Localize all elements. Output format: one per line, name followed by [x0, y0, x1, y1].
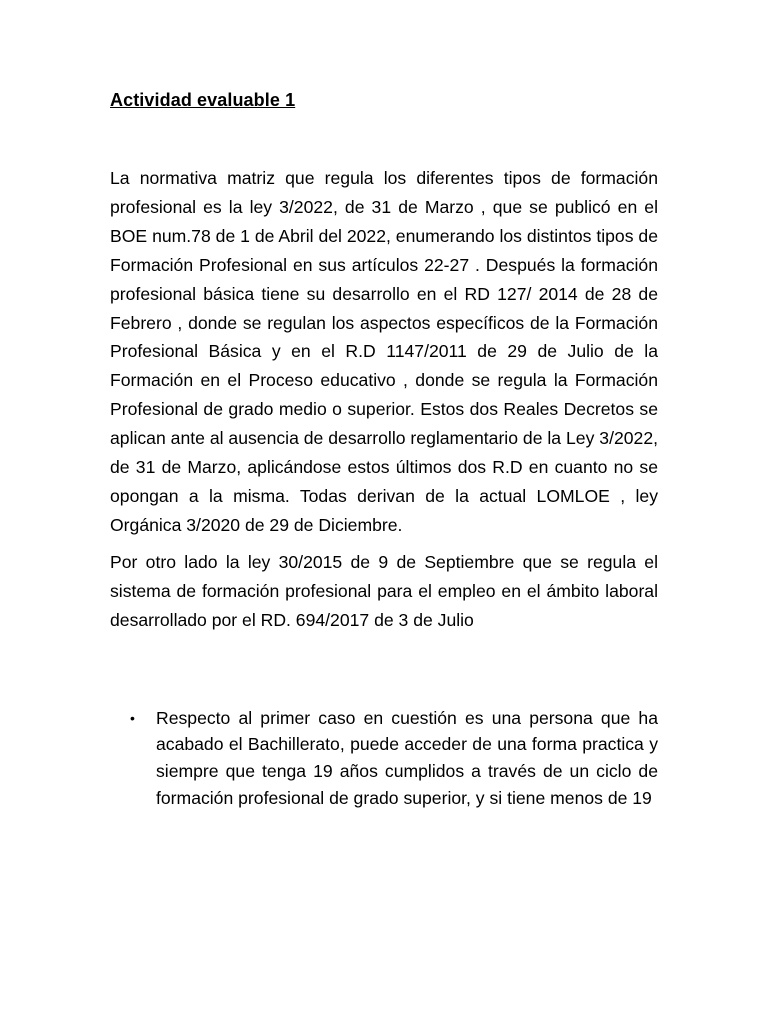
document-page — [110, 86, 658, 811]
document-title: Actividad evaluable 1 — [110, 90, 296, 110]
bullet-icon: • — [130, 709, 135, 726]
paragraph-normativa: La normativa matriz que regula los diferentes tipos de formación profesional es la ley 3/2022, de 31 de Marzo , que se publicó en el BOE num.78 de 1 de Abril del 2022, enumerando los distintos tipos de Formación Profesional en sus artículos 22-27 . Después la formación profesional básica tiene su desarrollo en el RD 127/ 2014 de 28 de Febrero , donde se regulan los aspectos específicos de la Formación Profesional Básica y en el R.D 1147/2011 de 29 de Julio de la Formación en el Proceso educativo , donde se regula la Formación Profesional de grado medio o superior. Estos dos Reales Decretos se aplican ante al ausencia de desarrollo reglamentario de la Ley 3/2022, de 31 de Marzo, aplicándose estos últimos dos R.D en cuanto no se opongan a la misma. Todas derivan de la actual LOMLOE , ley Orgánica 3/2020 de 29 de Diciembre. — [110, 168, 658, 535]
bullet-list — [110, 705, 658, 812]
list-item-text: Respecto al primer caso en cuestión es una persona que ha acabado el Bachillerato, puede acceder de una forma practica y siempre que tenga 19 años cumplidos a través de un ciclo de formación profesional de grado superior, y si tiene menos de 19 — [156, 707, 658, 808]
list-item — [110, 705, 658, 812]
paragraph-ley-empleo: Por otro lado la ley 30/2015 de 9 de Septiembre que se regula el sistema de formación profesional para el empleo en el ámbito laboral desarrollado por el RD. 694/2017 de 3 de Julio — [110, 551, 658, 630]
